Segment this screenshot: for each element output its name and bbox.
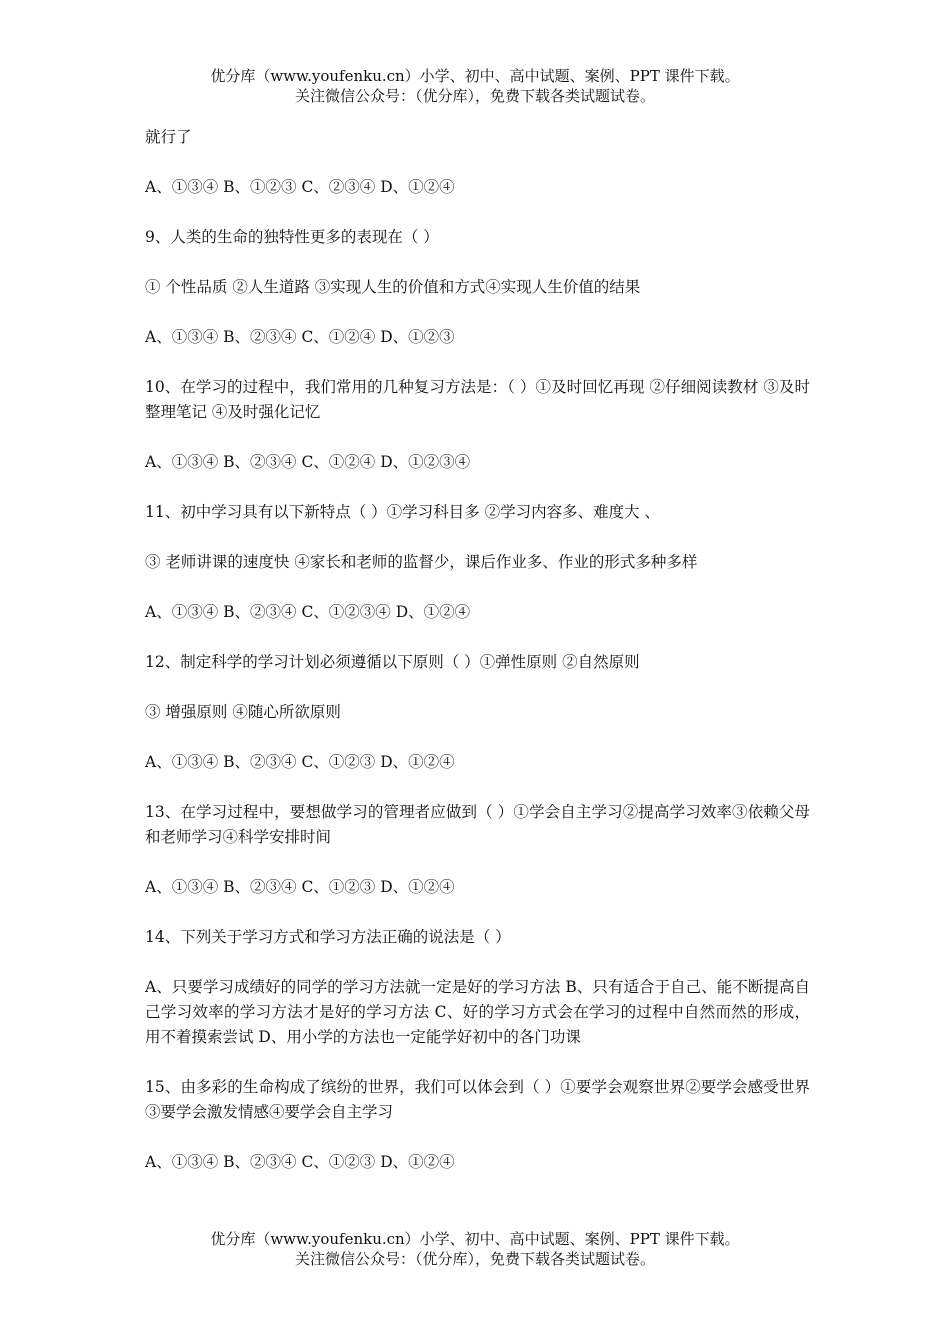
question-13: 13、在学习过程中，要想做学习的管理者应做到（ ）①学会自主学习②提高学习效率③依赖父母和老师学习④科学安排时间 bbox=[145, 803, 810, 846]
question-9-items: ① 个性品质 ②人生道路 ③实现人生的价值和方式④实现人生价值的结果 bbox=[145, 278, 641, 296]
question-14: 14、下列关于学习方式和学习方法正确的说法是（ ） bbox=[145, 928, 511, 946]
page-header bbox=[0, 66, 950, 106]
header-line-1: 优分库（www.youfenku.cn）小学、初中、高中试题、案例、PPT 课件下载。 bbox=[210, 67, 740, 85]
page-footer bbox=[0, 1229, 950, 1269]
paragraph: 就行了 bbox=[145, 128, 192, 146]
question-9: 9、人类的生命的独特性更多的表现在（ ） bbox=[145, 228, 439, 246]
answer-options: A、①③④ B、②③④ C、①②③④ D、①②④ bbox=[145, 603, 471, 621]
footer-line-2: 关注微信公众号：（优分库），免费下载各类试题试卷。 bbox=[294, 1250, 655, 1268]
question-14-options: A、只要学习成绩好的同学的学习方法就一定是好的学习方法 B、只有适合于自己、能不断提高自己学习效率的学习方法才是好的学习方法 C、好的学习方式会在学习的过程中自然而然的形成，用不着摸索尝试 D、用小学的方法也一定能学好初中的各门功课 bbox=[145, 978, 810, 1046]
answer-options: A、①③④ B、②③④ C、①②③ D、①②④ bbox=[145, 1153, 455, 1171]
question-12-items: ③ 增强原则 ④随心所欲原则 bbox=[145, 703, 341, 721]
answer-options: A、①③④ B、②③④ C、①②④ D、①②③ bbox=[145, 328, 455, 346]
document-body bbox=[145, 125, 810, 1200]
answer-options: A、①③④ B、②③④ C、①②③ D、①②④ bbox=[145, 878, 455, 896]
answer-options: A、①③④ B、①②③ C、②③④ D、①②④ bbox=[145, 178, 455, 196]
question-12: 12、制定科学的学习计划必须遵循以下原则（ ）①弹性原则 ②自然原则 bbox=[145, 653, 640, 671]
answer-options: A、①③④ B、②③④ C、①②④ D、①②③④ bbox=[145, 453, 471, 471]
question-11: 11、初中学习具有以下新特点（ ）①学习科目多 ②学习内容多、难度大 、 bbox=[145, 503, 661, 521]
question-11-items: ③ 老师讲课的速度快 ④家长和老师的监督少，课后作业多、作业的形式多种多样 bbox=[145, 553, 698, 571]
question-15: 15、由多彩的生命构成了缤纷的世界，我们可以体会到（ ）①要学会观察世界②要学会感受世界③要学会激发情感④要学会自主学习 bbox=[145, 1078, 810, 1121]
header-line-2: 关注微信公众号：（优分库），免费下载各类试题试卷。 bbox=[294, 87, 655, 105]
answer-options: A、①③④ B、②③④ C、①②③ D、①②④ bbox=[145, 753, 455, 771]
question-10: 10、在学习的过程中，我们常用的几种复习方法是：（ ）①及时回忆再现 ②仔细阅读教材 ③及时整理笔记 ④及时强化记忆 bbox=[145, 378, 810, 421]
footer-line-1: 优分库（www.youfenku.cn）小学、初中、高中试题、案例、PPT 课件下载。 bbox=[210, 1230, 740, 1248]
